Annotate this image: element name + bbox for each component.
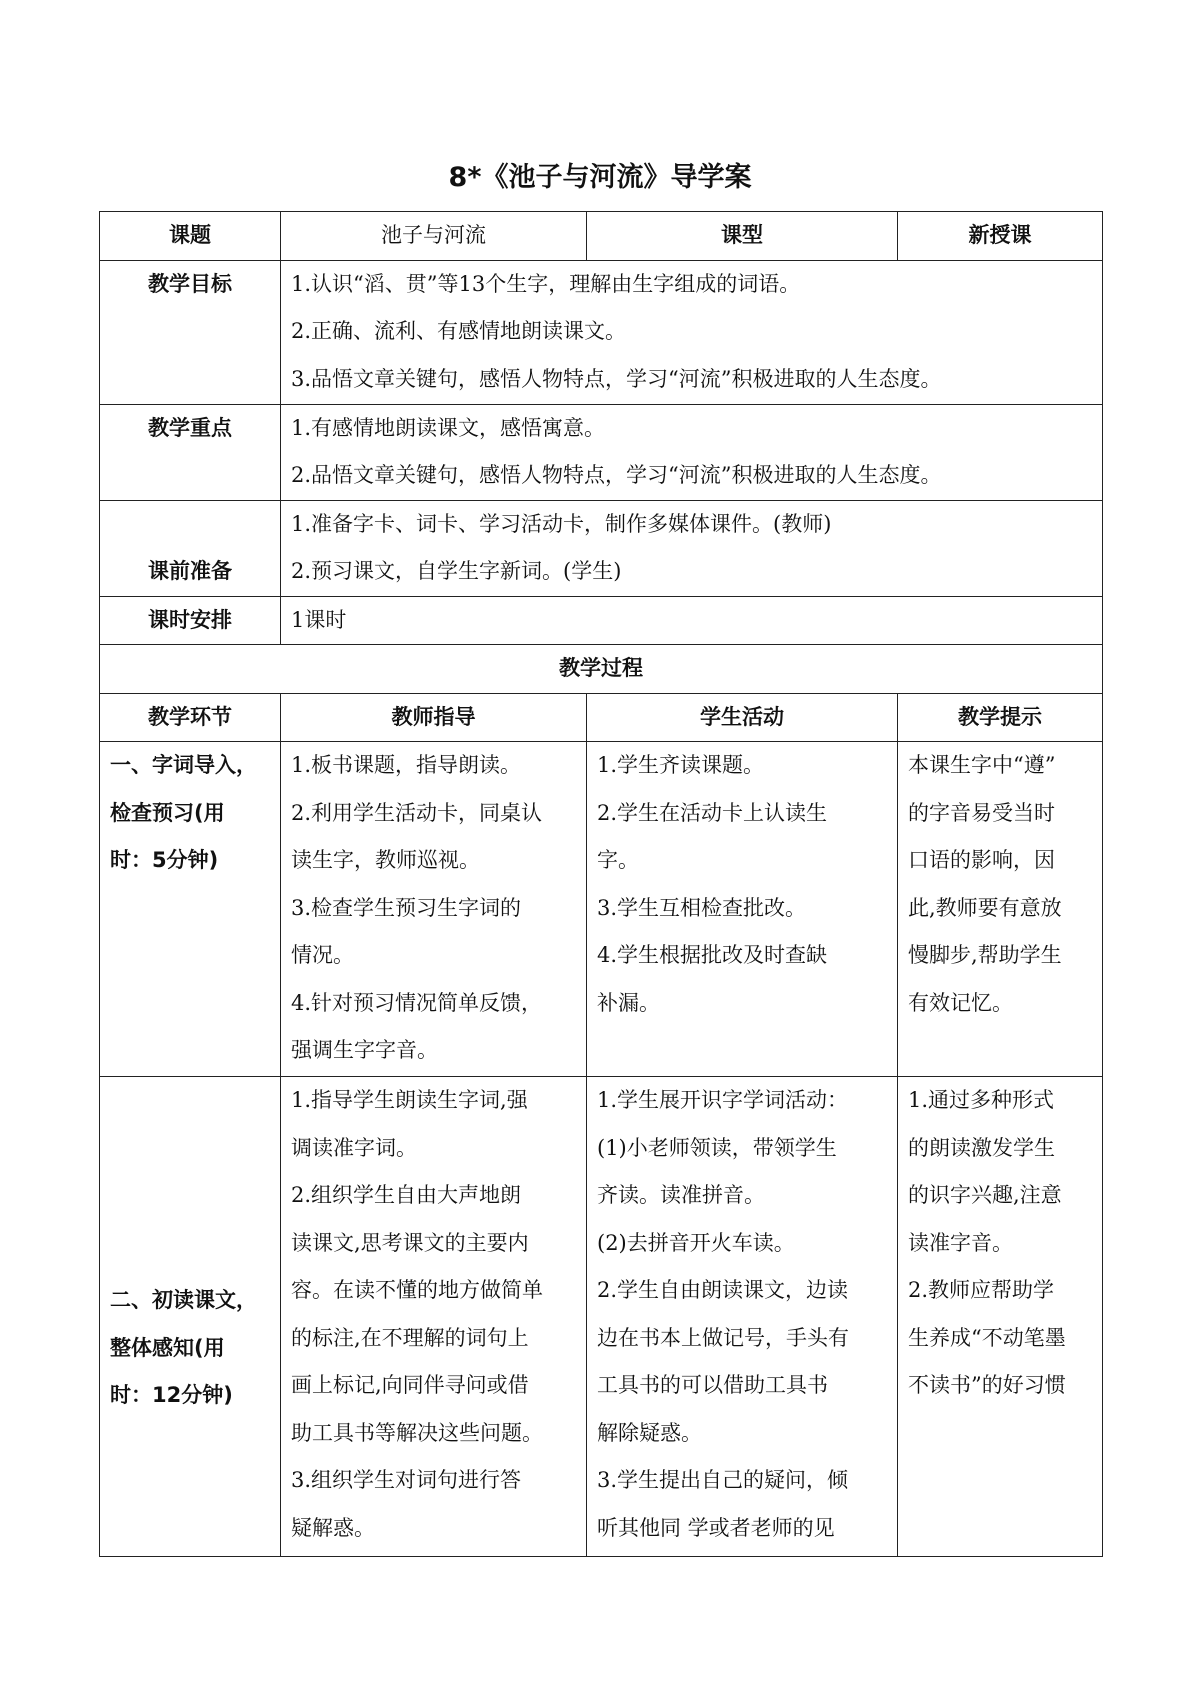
key-point-item: 2.品悟文章关键句，感悟人物特点，学习“河流”积极进取的人生态度。 xyxy=(291,463,942,487)
process-columns-row xyxy=(100,693,1103,742)
student-activity: 1.学生齐读课题。 2.学生在活动卡上认读生 字。 3.学生互相检查批改。 4.学生根据批改及时查缺 补漏。 xyxy=(587,742,898,1077)
topic-label: 课题 xyxy=(100,212,281,261)
type-value: 新授课 xyxy=(898,212,1103,261)
teacher-guidance: 1.板书课题，指导朗读。 2.利用学生活动卡，同桌认 读生字，教师巡视。 3.检查学生预习生字词的 情况。 4.针对预习情况简单反馈， 强调生字字音。 xyxy=(281,742,587,1077)
column-header-teacher: 教师指导 xyxy=(281,693,587,742)
preparation-item: 1.准备字卡、词卡、学习活动卡，制作多媒体课件。(教师) xyxy=(291,511,832,536)
column-header-student: 学生活动 xyxy=(587,693,898,742)
type-label: 课型 xyxy=(587,212,898,261)
stage-row xyxy=(100,742,1103,1077)
student-activity: 1.学生展开识字学词活动： (1)小老师领读，带领学生 齐读。读准拼音。 (2)去拼音开火车读。 2.学生自由朗读课文，边读 边在书本上做记号，手头有 工具书的可以借助工具书 解除疑惑。 3.学生提出自己的疑问，倾 听其他同 学或者老师的见 xyxy=(587,1077,898,1557)
stage-row xyxy=(100,1077,1103,1557)
preparation-item: 2.预习课文，自学生字新词。(学生) xyxy=(291,559,622,583)
preparation-content xyxy=(281,500,1103,596)
document-title: 8*《池子与河流》导学案 xyxy=(448,162,752,193)
header-row xyxy=(100,212,1103,261)
column-header-tips: 教学提示 xyxy=(898,693,1103,742)
goals-row xyxy=(100,260,1103,404)
lesson-plan-table xyxy=(99,211,1103,1557)
stage-name: 二、初读课文， 整体感知(用 时：12分钟) xyxy=(100,1077,281,1557)
schedule-row xyxy=(100,596,1103,645)
key-points-row xyxy=(100,404,1103,500)
goal-item: 2.正确、流利、有感情地朗读课文。 xyxy=(291,319,627,343)
teaching-tip: 本课生字中“遵” 的字音易受当时 口语的影响，因 此,教师要有意放 慢脚步,帮助学生 有效记忆。 xyxy=(898,742,1103,1077)
schedule-value: 1课时 xyxy=(281,596,1103,645)
process-title-row xyxy=(100,645,1103,694)
key-points-content xyxy=(281,404,1103,500)
key-point-item: 1.有感情地朗读课文，感悟寓意。 xyxy=(291,415,606,440)
teacher-guidance: 1.指导学生朗读生字词,强 调读准字词。 2.组织学生自由大声地朗 读课文,思考课文的主要内 容。在读不懂的地方做简单 的标注,在不理解的词句上 画上标记,向同伴寻问或借 助工具书等解决这些问题。 3.组织学生对词句进行答 疑解惑。 xyxy=(281,1077,587,1557)
goals-label: 教学目标 xyxy=(100,260,281,404)
teaching-tip: 1.通过多种形式 的朗读激发学生 的识字兴趣,注意 读准字音。 2.教师应帮助学 生养成“不动笔墨 不读书”的好习惯 xyxy=(898,1077,1103,1557)
column-header-stage: 教学环节 xyxy=(100,693,281,742)
goal-item: 3.品悟文章关键句，感悟人物特点，学习“河流”积极进取的人生态度。 xyxy=(291,366,942,391)
key-points-label: 教学重点 xyxy=(100,404,281,500)
schedule-label: 课时安排 xyxy=(100,596,281,645)
preparation-row xyxy=(100,500,1103,596)
topic-value: 池子与河流 xyxy=(281,212,587,261)
preparation-label: 课前准备 xyxy=(100,500,281,596)
stage-name: 一、字词导入， 检查预习(用 时：5分钟) xyxy=(100,742,281,1077)
goal-item: 1.认识“滔、贯”等13个生字，理解由生字组成的词语。 xyxy=(291,271,801,296)
goals-content xyxy=(281,260,1103,404)
process-section-title: 教学过程 xyxy=(100,645,1103,694)
